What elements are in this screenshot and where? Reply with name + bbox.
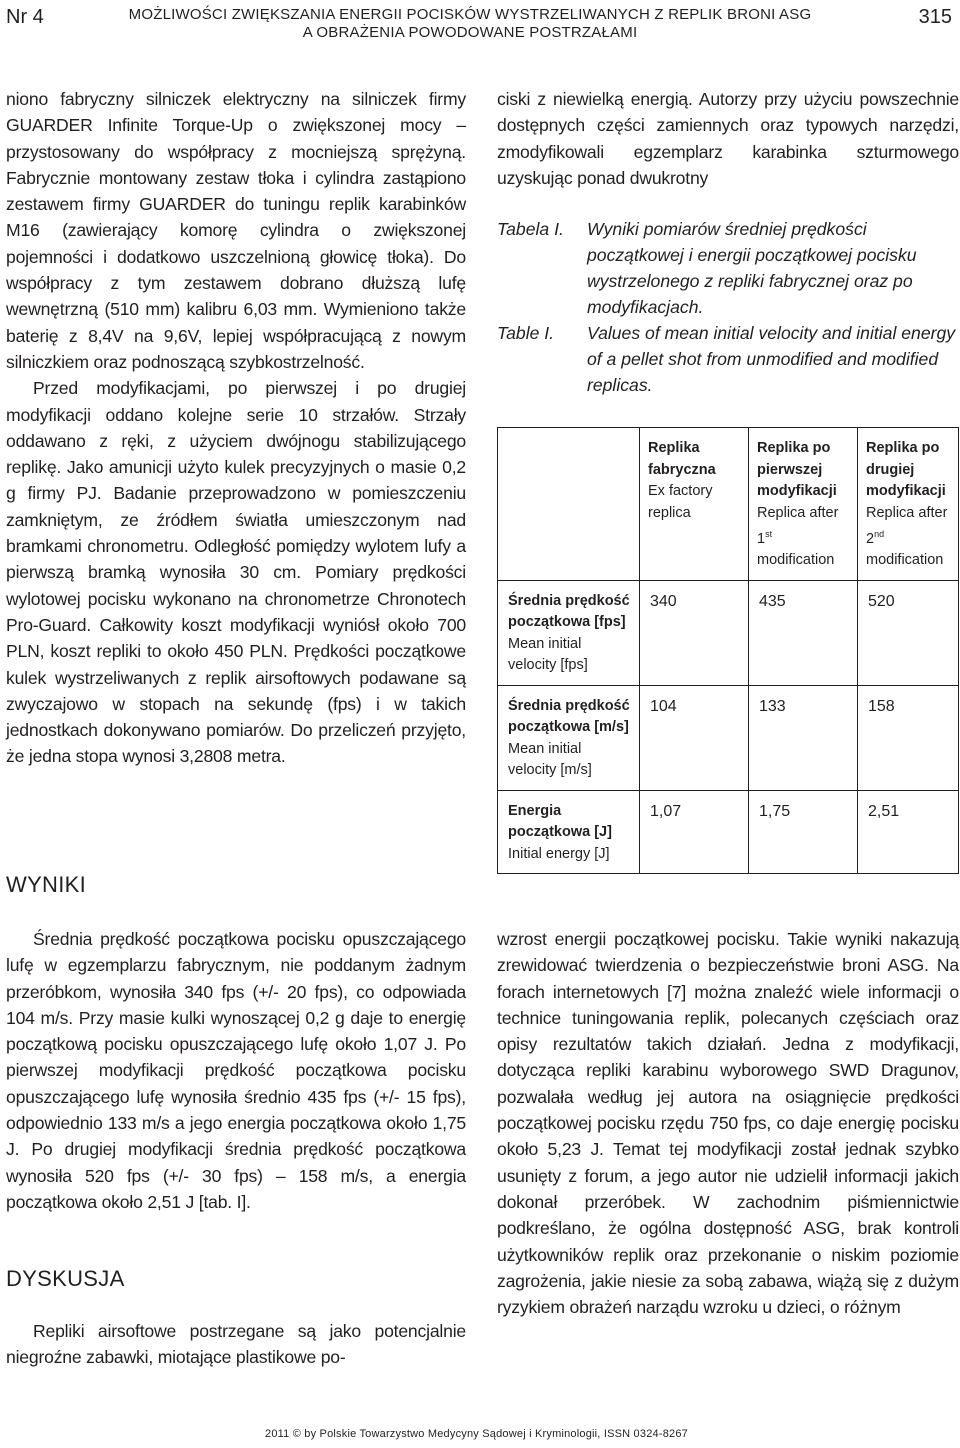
table-row [498,685,959,790]
col-header-en: Ex factory replica [648,483,713,521]
issue-number: Nr 4 [6,6,44,28]
results-section [6,926,466,1215]
methods-paragraph-1: niono fabryczny silniczek elektryczny na silniczek firmy GUARDER Infinite Torque-Up o zwiększonej mocy – przystosowany do współpracy z mocniejszą sprężyną. Fabrycznie montowany zestaw tłoka i cylindra zastąpiono zestawem firmy GUARDER do tuningu replik karabinków M16 (zawierający komorę cylindra o zwiększonej pojemności i dodatkowo uszczelnioną głowicę tłoka). Do współpracy z tym zestawem dobrano dłuższą lufę wewnętrzną (510 mm) kalibru 6,03 mm. Wymieniono także baterię z 8,4V na 9,6V, lepiej współpracującą z nowym silniczkiem oraz podnoszącą szybkostrzelność. [6,89,466,372]
running-title-line2: A OBRAŻENIA POWODOWANE POSTRZAŁAMI [302,24,638,41]
discussion-continued: ciski z niewielką energią. Autorzy przy użyciu powszechnie dostępnych części zamiennych oraz typowych narzędzi, zmodyfikowali egzemplarz karabinka szturmowego uzyskując ponad dwukrotny [497,89,959,188]
left-column-top [6,86,466,770]
discussion-section [6,1318,466,1371]
copyright-footer: 2011 © by Polskie Towarzystwo Medycyny Sądowej i Kryminologii, ISSN 0324-8267 [265,1428,688,1440]
table-row [498,580,959,685]
table-cell: 2,51 [858,790,959,874]
table-caption [497,216,957,398]
discussion-heading: DYSKUSJA [6,1266,125,1291]
table-col-header [640,428,749,581]
col-header-en: Replica after 1st modification [757,504,839,569]
table-col-header [749,428,858,581]
running-title-line1: MOŻLIWOŚCI ZWIĘKSZANIA ENERGII POCISKÓW WYSTRZELIWANYCH Z REPLIK BRONI ASG [128,6,812,23]
table-cell: 133 [749,685,858,790]
table-cell: 1,07 [640,790,749,874]
table-cell: 158 [858,685,959,790]
table-corner-cell [498,428,640,581]
col-header-pl: Replika fabryczna [648,440,716,478]
table-caption-pl-text: Wyniki pomiarów średniej prędkości początkowej i energii początkowej pocisku wystrzelonego z repliki fabrycznej oraz po modyfikacjach. [587,219,917,317]
table-cell: 1,75 [749,790,858,874]
row-label-pl: Średnia prędkość początkowa [m/s] [508,697,630,736]
discussion-paragraph-continued: wzrost energii początkowej pocisku. Takie wyniki nakazują zrewidować twierdzenia o bezpieczeństwie broni ASG. Na forach internetowych [7] można znaleźć wiele informacji o technice tuningowania replik, polecanych częściach oraz opisy rezultatów takich działań. Jedna z modyfikacji, dotycząca repliki karabinu wyborowego SWD Dragunov, pozwalała według jej autora na osiągnięcie prędkości początkowej pocisku rzędu 750 fps, co daje energię pocisku około 5,23 J. Temat tej modyfikacji został jednak szybko usunięty z forum, a jego autor nie udzielił informacji jakich dokonał przeróbek. W zachodnim piśmiennictwie podkreślano, że ogólna dostępność ASG, brak kontroli użytkowników replik oraz przekonanie o niskim poziomie zagrożenia, jakie niesie za sobą zabawa, wiążą się z dużym ryzykiem obrażeń narządu wzroku u dzieci, o różnym [497,929,959,1318]
discussion-paragraph: Repliki airsoftowe postrzegane są jako potencjalnie niegroźne zabawki, miotające plastikowe po- [6,1321,466,1368]
results-table [497,427,959,874]
row-label [498,580,640,685]
row-label-en: Mean initial velocity [fps] [508,635,588,674]
row-label [498,685,640,790]
page-number: 315 [918,6,952,28]
table-row [498,790,959,874]
table-cell: 520 [858,580,959,685]
col-header-en: Replica after 2nd modification [866,504,948,569]
table-cell: 104 [640,685,749,790]
running-title [110,6,830,42]
table-cell: 435 [749,580,858,685]
results-paragraph: Średnia prędkość początkowa pocisku opuszczającego lufę w egzemplarzu fabrycznym, nie poddanym żadnym przeróbkom, wynosiła 340 fps (+/- 20 fps), co odpowiada 104 m/s. Przy masie kulki wynoszącej 0,2 g daje to energię początkową pocisku opuszczającego lufę około 1,07 J. Po pierwszej modyfikacji prędkość początkowa pocisku opuszczającego lufę wynosiła średnio 435 fps (+/- 15 fps), odpowiednio 133 m/s a jego energia początkowa około 1,75 J. Po drugiej modyfikacji średnia prędkość początkowa wynosiła 520 fps (+/- 30 fps) – 158 m/s, a energia początkowa około 2,51 J [tab. I]. [6,929,466,1212]
col-header-pl: Replika po drugiej modyfikacji [866,440,946,499]
row-label-en: Mean initial velocity [m/s] [508,740,592,779]
table-caption-en-label: Table I. [497,323,555,343]
row-label-pl: Średnia prędkość początkowa [fps] [508,592,630,631]
col-header-pl: Replika po pierwszej modyfikacji [757,440,837,499]
results-heading: WYNIKI [6,872,87,897]
methods-paragraph-2: Przed modyfikacjami, po pierwszej i po drugiej modyfikacji oddano kolejne serie 10 strzałów. Strzały oddawano z ręki, z użyciem dwójnogu stabilizującego replikę. Jako amunicji użyto kulek precyzyjnych o masie 0,2 g firmy PJ. Badanie przeprowadzono w pomieszczeniu zamkniętym, ze źródłem światła umieszczonym nad bramkami chronometru. Odległość pomiędzy wylotem lufy a pierwszą bramką wynosiła 30 cm. Pomiary prędkości wylotowej pocisku wykonano na chronometrze Chronotech Pro-Guard. Całkowity koszt modyfikacji wyniósł około 700 PLN, koszt repliki to około 450 PLN. Prędkości początkowe kulek wystrzeliwanych z replik airsoftowych podawane są zwyczajowo w stopach na sekundę (fps) i w takich jednostkach dokonywano pomiarów. Do przeliczeń przyjęto, że jedna stopa wynosi 3,2808 metra. [6,378,466,767]
row-label-en: Initial energy [J] [508,845,610,862]
row-label-pl: Energia początkowa [J] [508,802,612,841]
row-label [498,790,640,874]
table-cell: 340 [640,580,749,685]
table-caption-pl-label: Tabela I. [497,219,564,239]
table-col-header [858,428,959,581]
table-caption-en-text: Values of mean initial velocity and initial energy of a pellet shot from unmodified and modified replicas. [587,323,956,395]
table-header-row [498,428,959,581]
right-column-bottom [497,926,959,1320]
right-column-top [497,86,959,191]
